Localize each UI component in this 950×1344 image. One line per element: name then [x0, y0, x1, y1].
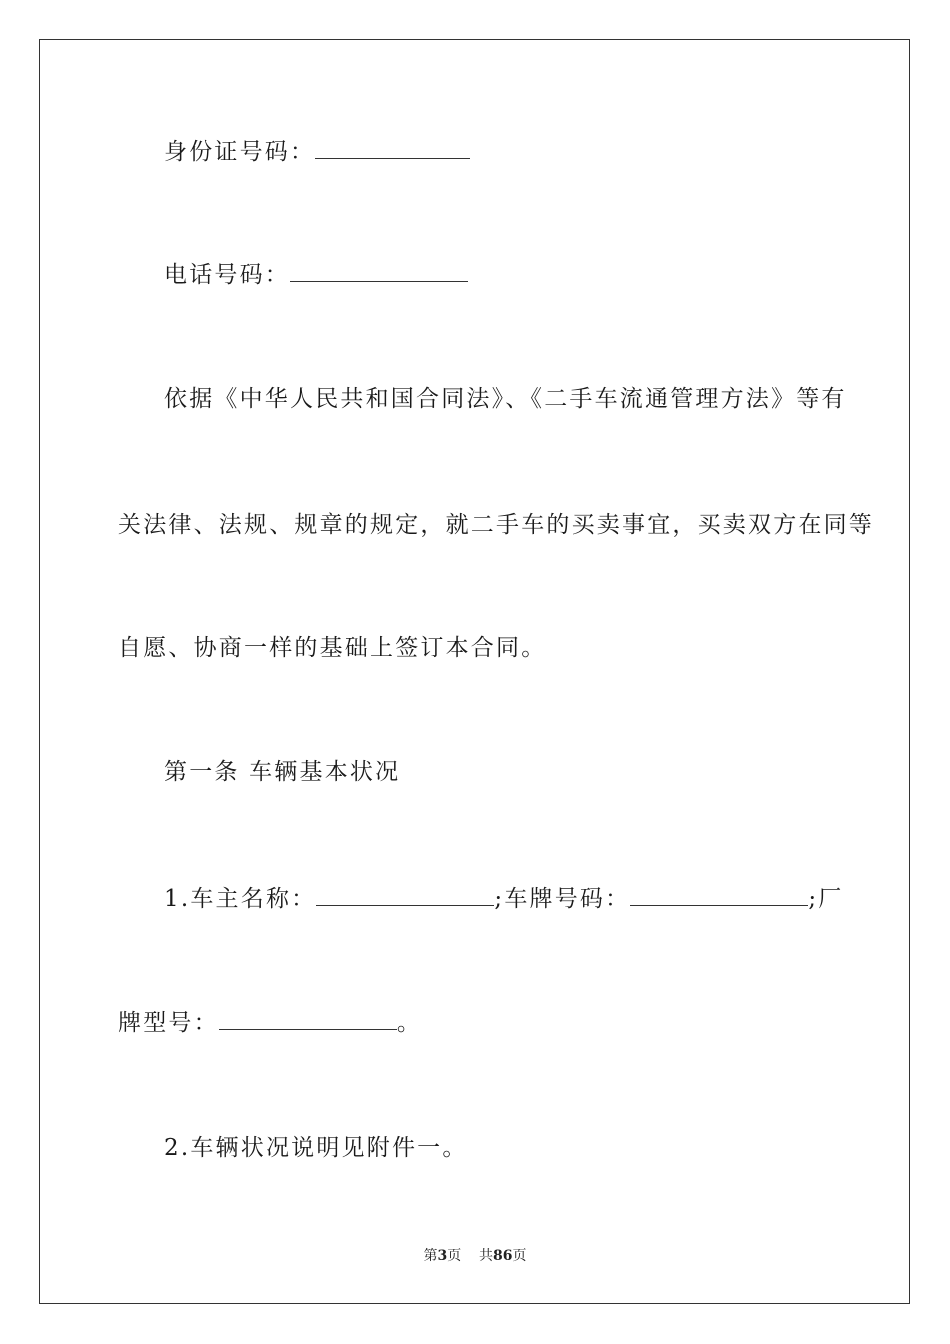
- plate-number-label: 车牌号码：: [504, 886, 631, 912]
- phone-blank: [290, 261, 468, 282]
- page-footer: [0, 1245, 950, 1265]
- page-border: [39, 39, 910, 1304]
- owner-name-label: 车主名称：: [190, 886, 317, 912]
- brand-model-label-start: 厂: [818, 886, 844, 912]
- page-suffix: 页: [447, 1248, 462, 1264]
- page-number: 3: [437, 1248, 448, 1264]
- plate-number-blank: [630, 885, 808, 906]
- brand-model-blank: [219, 1009, 397, 1030]
- item-1-end: 。: [396, 1010, 423, 1036]
- brand-model-label: 牌型号：: [118, 1010, 219, 1036]
- item-1-prefix: 1.: [164, 886, 191, 912]
- article-1-title: 第一条 车辆基本状况: [164, 759, 401, 785]
- total-suffix: 页: [512, 1248, 527, 1264]
- separator-2: ;: [808, 886, 819, 912]
- separator-1: ;: [494, 886, 505, 912]
- total-prefix: 共: [479, 1248, 494, 1264]
- item-2-line: 2.车辆状况说明见附件一。: [164, 1135, 468, 1161]
- id-number-line: [164, 137, 470, 167]
- intro-line-1: 依据《中华人民共和国合同法》、《二手车流通管理方法》等有: [164, 386, 847, 412]
- id-number-blank: [315, 138, 470, 159]
- owner-name-blank: [316, 885, 494, 906]
- item-1-line: [164, 884, 843, 914]
- intro-line-2: 关法律、法规、规章的规定，就二手车的买卖事宜，买卖双方在同等: [118, 512, 874, 538]
- item-1-line-2: [118, 1008, 422, 1038]
- page-prefix: 第: [423, 1248, 438, 1264]
- total-pages: 86: [493, 1248, 513, 1264]
- id-number-label: 身份证号码：: [164, 139, 316, 165]
- phone-line: [164, 260, 468, 290]
- intro-line-3: 自愿、协商一样的基础上签订本合同。: [118, 635, 547, 661]
- phone-label: 电话号码：: [164, 262, 290, 288]
